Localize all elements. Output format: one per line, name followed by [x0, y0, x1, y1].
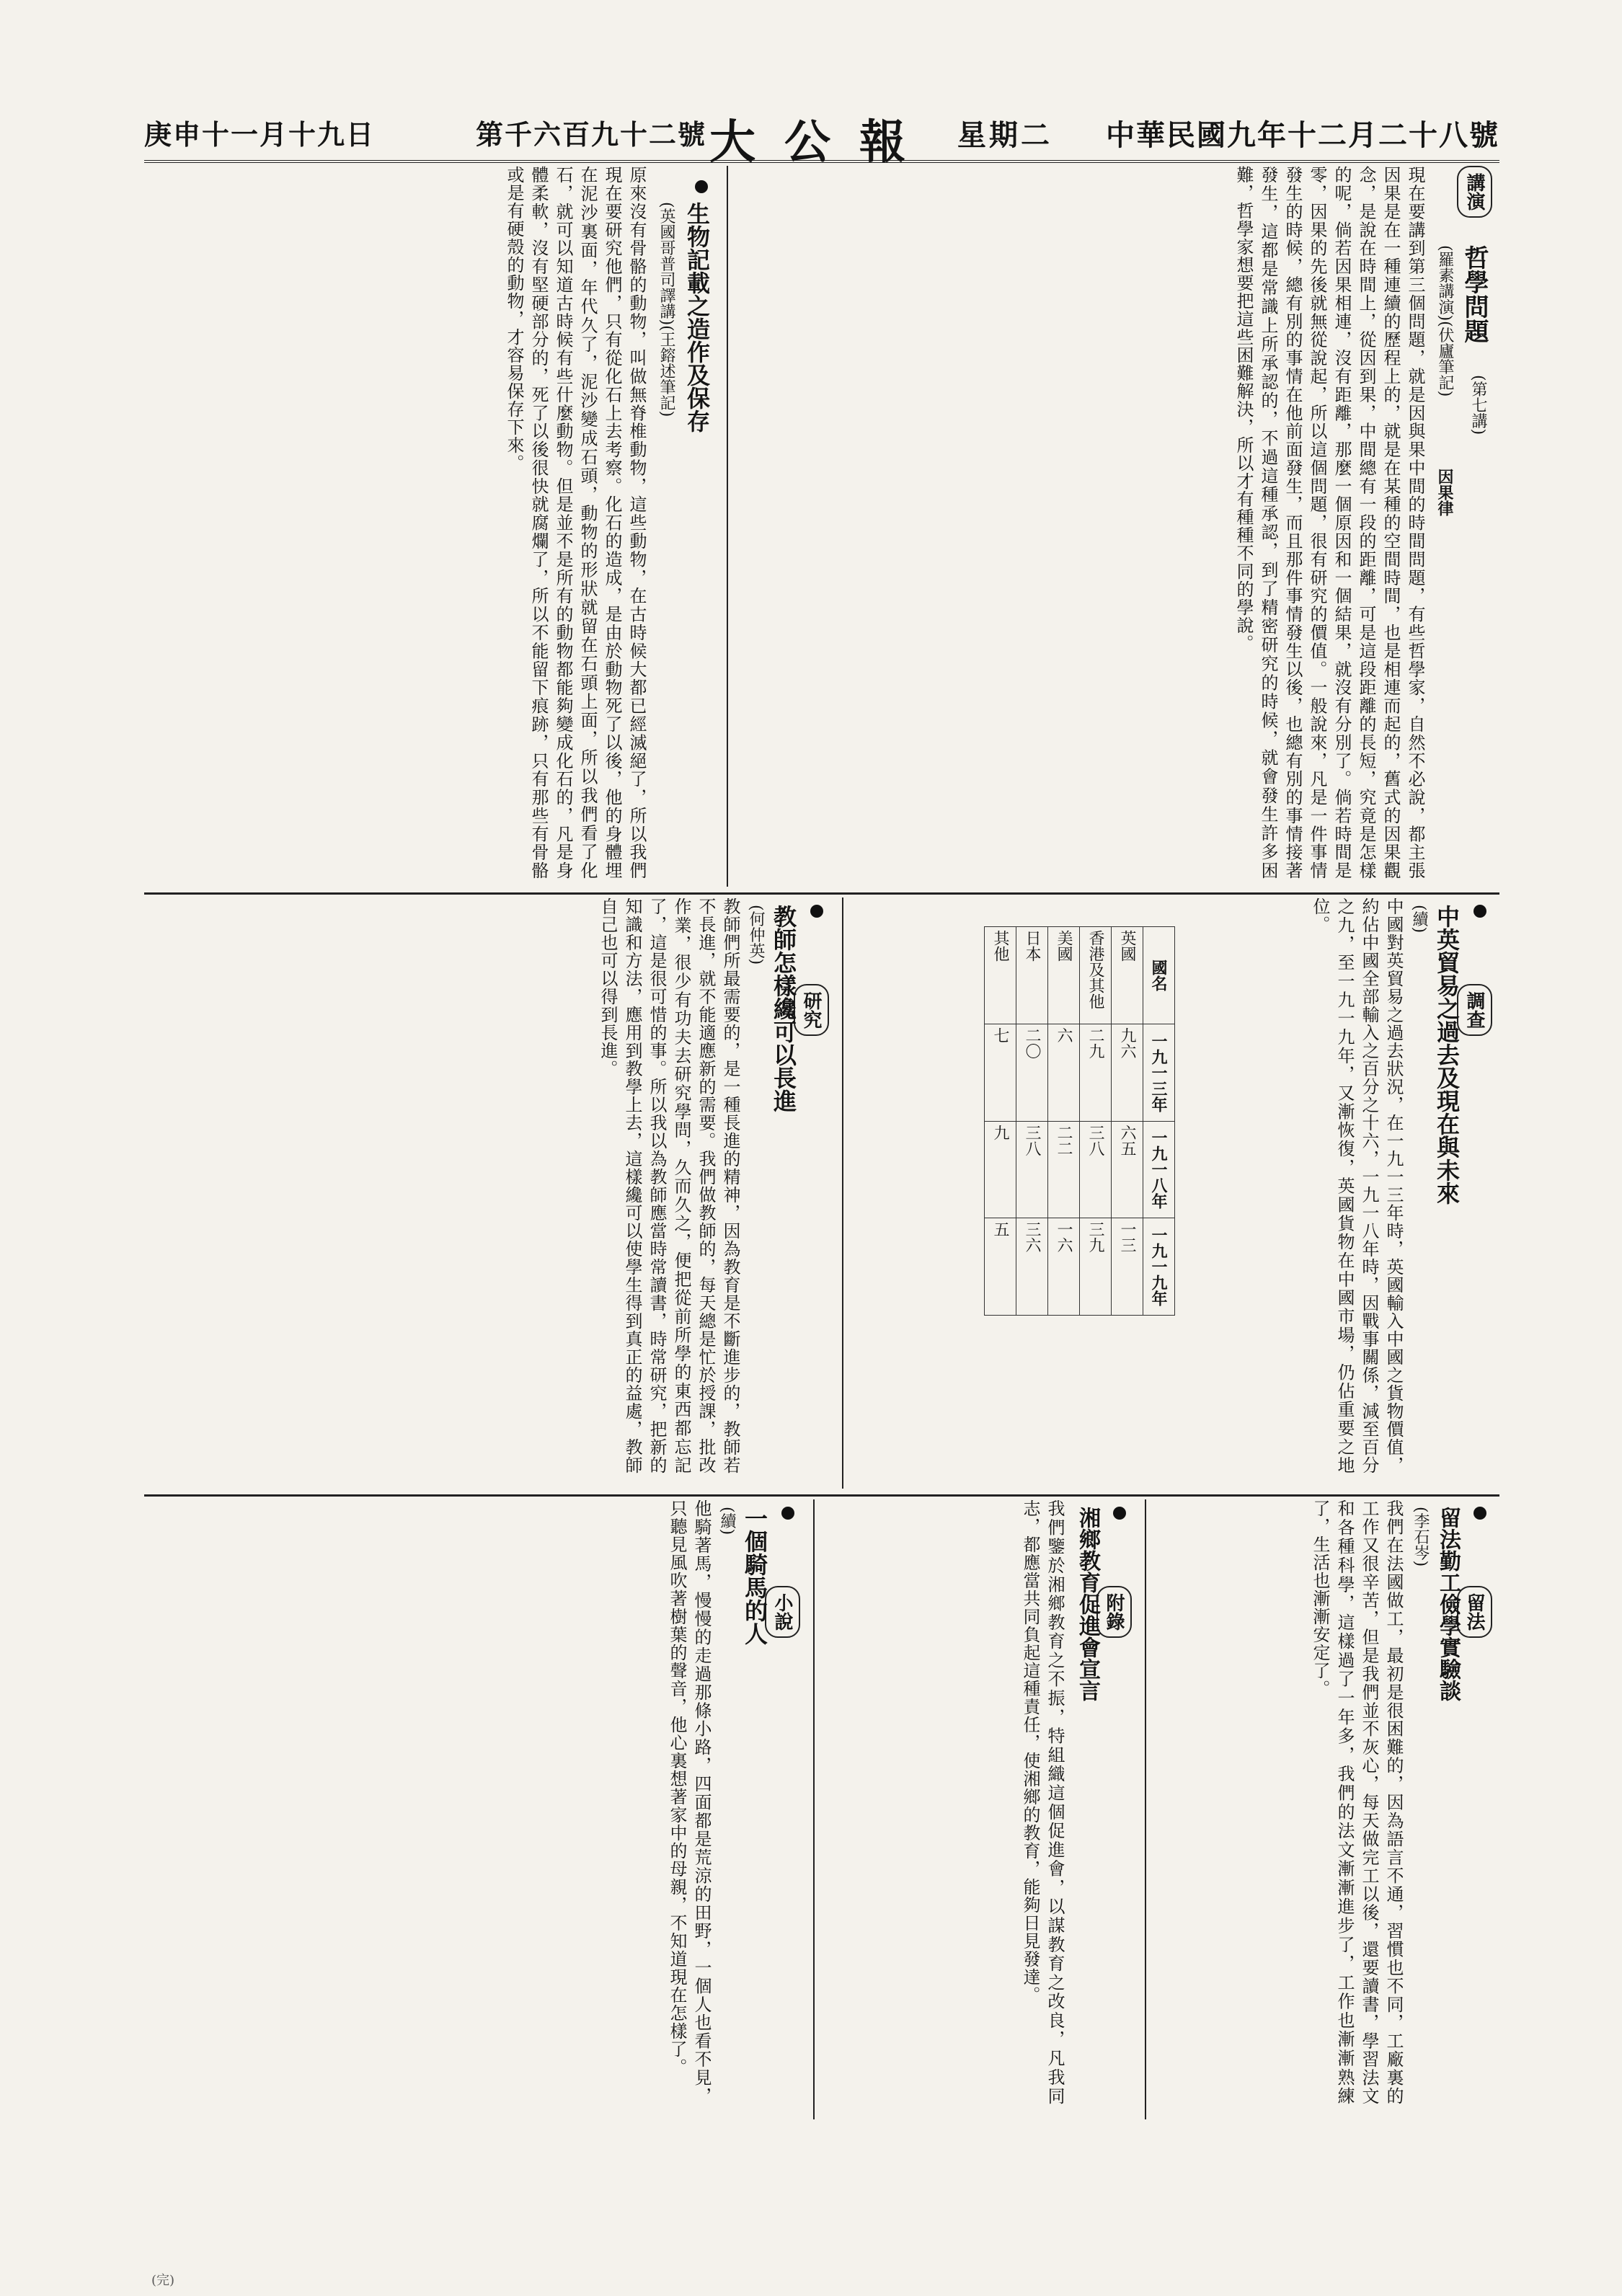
article-horseman [144, 1499, 807, 2119]
section-tag-investigation: 調查 [1457, 984, 1492, 1036]
trade-table-cell: 日本 [1016, 927, 1048, 1024]
article-body: 我們鑒於湘鄉教育之不振，特組織這個促進會，以謀教育之改良，凡我同志，都應當共同負起這種責任，使湘鄉的教育，能夠日見發達。 [1020, 1499, 1065, 2105]
article-byline: (何仲英) [747, 905, 765, 965]
trade-table-header-cell: 一九一九年 [1143, 1218, 1175, 1316]
column-divider [813, 1499, 815, 2119]
trade-table-cell: 一三 [1112, 1218, 1143, 1316]
column-divider [727, 166, 728, 887]
article-body: 我們在法國做工，最初是很困難的，因為語言不通，習慣也不同，工廠裏的工作又很辛苦，但是我們並不灰心，每天做完工以後，還要讀書，學習法文和各種科學，這樣過了一年多，我們的法文漸漸進步了，工作也漸漸熟練了，生活也漸漸安定了。 [1310, 1499, 1404, 2105]
trade-table-cell: 二〇 [1016, 1024, 1048, 1121]
section-tag-lecture: 講演 [1457, 166, 1492, 218]
trade-table-row [1016, 927, 1048, 1316]
article-subtitle: 因果律 [1435, 469, 1454, 516]
section-tag-novel: 小說 [765, 1586, 800, 1638]
trade-table [984, 926, 1175, 1316]
bottom-band [144, 1499, 1499, 2119]
article-title: 一個騎馬的人 [741, 1507, 768, 1645]
masthead-title: 大公報 [709, 115, 934, 169]
mid-band [144, 897, 1499, 1489]
trade-table-header-cell: 一九一三年 [1143, 1024, 1175, 1121]
end-mark: (完) [151, 2273, 175, 2288]
article-title: 湘鄉教育促進會宣言 [1075, 1507, 1100, 1701]
article-byline: (羅素講演)(伏廬筆記) [1436, 245, 1454, 397]
trade-table-cell: 六五 [1112, 1121, 1143, 1218]
masthead [144, 108, 1499, 169]
section-tag-research: 研究 [794, 984, 829, 1036]
trade-table-cell: 二二 [1048, 1121, 1080, 1218]
article-title: 生物記載之造作及保存 [683, 202, 711, 433]
article-body: 教師們所最需要的，是一種長進的精神，因為教育是不斷進步的，教師若不長進，就不能適應新的需要。我們做教師的，每天總是忙於授課，批改作業，很少有功夫去研究學問，久而久之，便把從前所學的東西都忘記了，這是很可惜的事。所以我以為教師應當時常讀書，時常研究，把新的知識和方法，應用到教學上去，這樣纔可以使學生得到真正的益處，教師自己也可以得到長進。 [598, 897, 740, 1474]
article-workstudy [1153, 1499, 1499, 2119]
article-body: 原來沒有骨骼的動物，叫做無脊椎動物，這些動物，在古時候大都已經滅絕了，所以我們現在要研究他們，只有從化石上去考察。化石的造成，是由於動物死了以後，他的身體埋在泥沙裏面，年代久了，泥沙變成石頭，動物的形狀就留在石頭上面，所以我們看了化石，就可以知道古時候有些什麼動物。但是並不是所有的動物都能夠變成化石的，凡是身體柔軟，沒有堅硬部分的，死了以後很快就腐爛了，所以不能留下痕跡，只有那些有骨骼或是有硬殼的動物，才容易保存下來。 [504, 166, 647, 879]
article-title: 哲學問題 [1460, 245, 1489, 343]
trade-table-cell: 九六 [1112, 1024, 1143, 1121]
article-byline: (李石岑) [1412, 1507, 1430, 1567]
article-byline: (續) [718, 1507, 736, 1535]
top-band [144, 166, 1499, 887]
article-teachers [144, 897, 836, 1489]
bullet-icon [1473, 905, 1486, 918]
masthead-issue: 第千六百九十二號 [476, 118, 707, 151]
bullet-icon [695, 180, 708, 193]
article-philosophy [735, 166, 1499, 887]
trade-table-cell: 一六 [1048, 1218, 1080, 1316]
trade-table-cell: 香港及其他 [1080, 927, 1112, 1024]
masthead-weekday: 星期二 [957, 118, 1052, 152]
trade-table-cell: 二九 [1080, 1024, 1112, 1121]
trade-table-header-cell: 一九一八年 [1143, 1121, 1175, 1218]
article-body: 現在要講到第三個問題，就是因與果中間的時間問題，有些哲學家，自然不必說，都主張因果是在一種連續的歷程上的，就是在某種的空間時間，也是相連而起的，舊式的因果觀念，是說在時間上，從因到果，中間總有一段的距離，可是這段距離的長短，究竟是怎樣的呢，倘若因果相連，沒有距離，那麼一個原因和一個結果，就沒有分別了。倘若時間是零，因果的先後就無從說起，所以這個問題，很有研究的價值。一般說來，凡是一件事情發生的時候，總有別的事情在他前面發生，而且那件事情發生以後，也總有別的事情接著發生，這都是常識上所承認的，不過這種承認，到了精密研究的時候，就會發生許多困難，哲學家想要把這些困難解決，所以才有種種不同的學說。 [1233, 166, 1425, 879]
trade-table-header-cell: 國名 [1143, 927, 1175, 1024]
article-body: 他騎著馬，慢慢的走過那條小路，四面都是荒涼的田野，一個人也看不見，只聽見風吹著樹葉的聲音，他心裏想著家中的母親，不知道現在怎樣了。 [667, 1499, 712, 2105]
masthead-date-roc: 中華民國九年十二月二十八號 [1106, 118, 1499, 152]
article-part: (第七講) [1469, 375, 1487, 435]
trade-table-row [1080, 927, 1112, 1316]
article-hunan [822, 1499, 1139, 2119]
article-trade [851, 897, 1499, 1489]
trade-table-cell: 美國 [1048, 927, 1080, 1024]
trade-table-cell: 三八 [1016, 1121, 1048, 1218]
trade-table-header [1143, 927, 1175, 1316]
trade-table-cell: 其他 [985, 927, 1016, 1024]
bullet-icon [1113, 1507, 1126, 1520]
article-byline: (續) [1410, 905, 1428, 934]
trade-table-cell: 六 [1048, 1024, 1080, 1121]
section-rule [144, 892, 1499, 895]
trade-table-row [1112, 927, 1143, 1316]
trade-table-cell: 九 [985, 1121, 1016, 1218]
article-body: 中國對英貿易之過去狀況，在一九一三年時，英國輸入中國之貨物價值，約佔中國全部輸入之百分之十六，一九一八年時，因戰事關係，減至百分之九，至一九一九年，又漸恢復，英國貨物在中國市場，仍佔重要之地位。 [1310, 897, 1404, 1474]
bullet-icon [810, 905, 823, 918]
trade-table-cell: 七 [985, 1024, 1016, 1121]
trade-table-cell: 英國 [1112, 927, 1143, 1024]
section-tag-appendix: 附錄 [1096, 1586, 1132, 1638]
article-byline: (英國哥普司譯講)(王鎔述筆記) [657, 202, 675, 417]
trade-table-cell: 三六 [1016, 1218, 1048, 1316]
column-divider [1145, 1499, 1146, 2119]
article-biology [144, 166, 721, 887]
trade-table-cell: 五 [985, 1218, 1016, 1316]
article-title: 中英貿易之過去及現在與未來 [1433, 905, 1461, 1205]
article-title: 教師怎樣纔可以長進 [770, 905, 797, 1112]
masthead-date-lunar: 庚申十一月十九日 [144, 118, 376, 151]
bullet-icon [781, 1507, 794, 1520]
column-divider [842, 897, 843, 1489]
trade-table-row [1048, 927, 1080, 1316]
trade-table-cell: 三九 [1080, 1218, 1112, 1316]
section-rule [144, 1494, 1499, 1497]
bullet-icon [1473, 1507, 1486, 1520]
trade-table-cell: 三八 [1080, 1121, 1112, 1218]
trade-table-row [985, 927, 1016, 1316]
article-title: 留法勤工儉學實驗談 [1435, 1507, 1461, 1701]
section-tag-study-abroad: 留法 [1457, 1586, 1492, 1638]
